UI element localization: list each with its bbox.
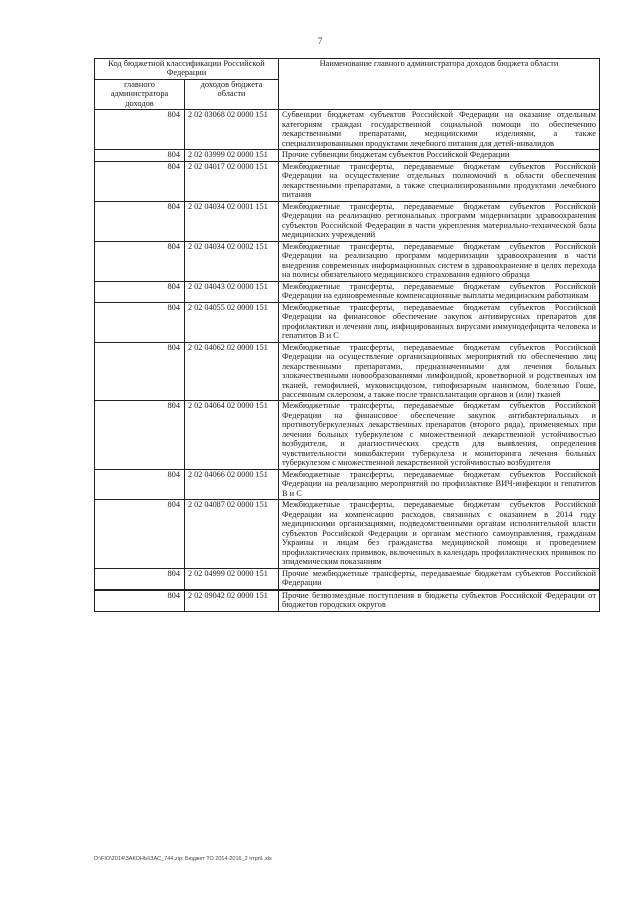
income-code-cell: 2 02 04043 02 0000 151 [185, 281, 279, 302]
admin-code-cell: 804 [95, 500, 185, 568]
revenue-name-cell: Межбюджетные трансферты, передаваемые бюджетам субъектов Российской Федерации на осуществление организационных мероприятий по обеспечению лиц лекарственными препаратами, предназначенными для лечения больных злокачественными новообразованиями лимфоидной, кроветворной и родственных им тканей, гемофилией, муковисцидозом, гипофизарным нанизмом, болезнью Гоше, рассеянным склерозом, а также после трансплантации органов и (или) тканей [279, 342, 600, 401]
revenue-name-cell: Межбюджетные трансферты, передаваемые бюджетам субъектов Российской Федерации на компенсацию расходов, связанных с оказанием в 2014 году медицинскими организациями, подведомственными органам исполнительной власти субъектов Российской Федерации и органам местного самоуправления, гражданам Украины и лицам без гражданства медицинской помощи и проведением профилактических прививок, включенных в календарь профилактических прививок по эпидемическим показаниям [279, 500, 600, 568]
table-body [95, 110, 600, 611]
admin-code-cell: 804 [95, 342, 185, 401]
revenue-name-cell: Межбюджетные трансферты, передаваемые бюджетам субъектов Российской Федерации на реализацию программ модернизации здравоохранения в части внедрения современных информационных систем в здравоохранение в целях перехода на полисы обязательного медицинского страхования единого образца [279, 241, 600, 281]
table-row [95, 500, 600, 568]
income-code-cell: 2 02 04066 02 0000 151 [185, 469, 279, 499]
revenue-name-cell: Прочие межбюджетные трансферты, передаваемые бюджетам субъектов Российской Федерации [279, 568, 600, 589]
revenue-name-cell: Межбюджетные трансферты, передаваемые бюджетам субъектов Российской Федерации на финансовое обеспечение закупок антибактериальных и противотуберкулезных лекарственных препаратов (второго ряда), применяемых при лечении больных туберкулезом с множественной лекарственной устойчивостью возбудителя, и диагностических средств для выявления, определения чувствительности микобактерии туберкулеза и мониторинга лечения больных туберкулезом с множественной лекарственной устойчивостью возбудителя [279, 401, 600, 469]
admin-code-cell: 804 [95, 568, 185, 589]
header-name-column: Наименование главного администратора доходов бюджета области [279, 59, 600, 110]
income-code-cell: 2 02 04064 02 0000 151 [185, 401, 279, 469]
revenue-name-cell: Межбюджетные трансферты, передаваемые бюджетам субъектов Российской Федерации на единовременные компенсационные выплаты медицинским работникам [279, 281, 600, 302]
income-code-cell: 2 02 03999 02 0000 151 [185, 150, 279, 161]
header-admin-column: главного администратора доходов [95, 79, 185, 109]
revenue-name-cell: Прочие безвозмездные поступления в бюджеты субъектов Российской Федерации от бюджетов городских округов [279, 590, 600, 611]
revenue-name-cell: Субвенции бюджетам субъектов Российской Федерации на оказание отдельным категориям граждан государственной социальной помощи по обеспечению лекарственными препаратами, медицинскими изделиями, а также специализированными продуктами лечебного питания для детей-инвалидов [279, 110, 600, 150]
income-code-cell: 2 02 04055 02 0000 151 [185, 302, 279, 342]
admin-code-cell: 804 [95, 302, 185, 342]
admin-code-cell: 804 [95, 241, 185, 281]
revenue-name-cell: Прочие субвенции бюджетам субъектов Российской Федерации [279, 150, 600, 161]
table-row [95, 590, 600, 611]
admin-code-cell: 804 [95, 201, 185, 241]
table-header-row [95, 59, 600, 80]
income-code-cell: 2 02 04062 02 0000 151 [185, 342, 279, 401]
table-row [95, 241, 600, 281]
income-code-cell: 2 02 04034 02 0001 151 [185, 201, 279, 241]
table-row [95, 110, 600, 150]
page-number: 7 [317, 36, 323, 46]
income-code-cell: 2 02 04087 02 0000 151 [185, 500, 279, 568]
admin-code-cell: 804 [95, 150, 185, 161]
table-row [95, 568, 600, 589]
header-code-group: Код бюджетной классификации Российской Федерации [95, 59, 279, 80]
admin-code-cell: 804 [95, 161, 185, 201]
table-row [95, 281, 600, 302]
admin-code-cell: 804 [95, 110, 185, 150]
table-row [95, 302, 600, 342]
table-row [95, 150, 600, 161]
income-code-cell: 2 02 04017 02 0000 151 [185, 161, 279, 201]
income-code-cell: 2 02 03068 02 0000 151 [185, 110, 279, 150]
admin-code-cell: 804 [95, 469, 185, 499]
table-row [95, 401, 600, 469]
admin-code-cell: 804 [95, 401, 185, 469]
table-row [95, 201, 600, 241]
header-income-column: доходов бюджета области [185, 79, 279, 109]
revenue-name-cell: Межбюджетные трансферты, передаваемые бюджетам субъектов Российской Федерации на финансовое обеспечение закупок антивирусных препаратов для профилактики и лечения лиц, инфицированных вирусами иммунодефицита человека и гепатитов В и С [279, 302, 600, 342]
admin-code-cell: 804 [95, 590, 185, 611]
admin-code-cell: 804 [95, 281, 185, 302]
income-code-cell: 2 02 04034 02 0002 151 [185, 241, 279, 281]
income-code-cell: 2 02 09042 02 0000 151 [185, 590, 279, 611]
income-code-cell: 2 02 04999 02 0000 151 [185, 568, 279, 589]
file-path-footer: D:\FIO\2014\ЗАКОНЫ\ЗАС_744.zip: Бюджет ТО 2014-2016_2 чтpril..xls [94, 856, 272, 862]
table-row [95, 161, 600, 201]
table-row [95, 469, 600, 499]
revenue-admin-table [94, 58, 600, 612]
revenue-name-cell: Межбюджетные трансферты, передаваемые бюджетам субъектов Российской Федерации на осуществление отдельных полномочий в области обеспечения лекарственными препаратами, а также специализированными продуктами лечебного питания [279, 161, 600, 201]
revenue-name-cell: Межбюджетные трансферты, передаваемые бюджетам субъектов Российской Федерации на реализацию региональных программ модернизации здравоохранения субъектов Российской Федерации в части укрепления материально-технической базы медицинских учреждений [279, 201, 600, 241]
table-row [95, 342, 600, 401]
revenue-name-cell: Межбюджетные трансферты, передаваемые бюджетам субъектов Российской Федерации на реализацию мероприятий по профилактике ВИЧ-инфекции и гепатитов В и С [279, 469, 600, 499]
